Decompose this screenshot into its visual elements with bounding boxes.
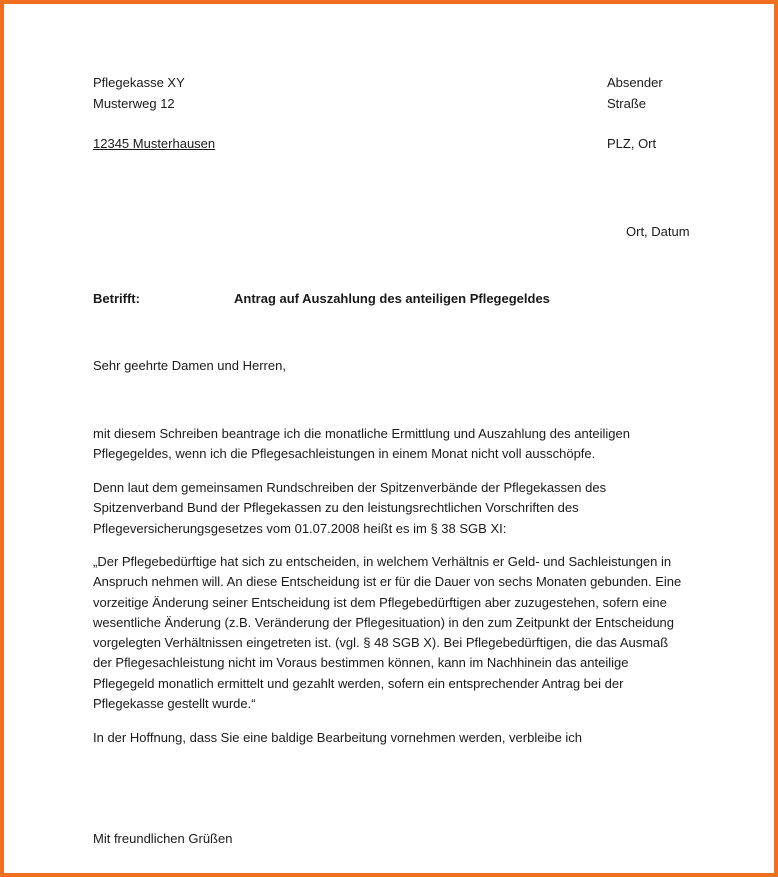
- recipient-city: 12345 Musterhausen: [93, 136, 216, 151]
- paragraph-line: Pflegeversicherungsgesetzes vom 01.07.2008 heißt es im § 38 SGB XI:: [93, 520, 507, 536]
- recipient-street: Musterweg 12: [93, 96, 175, 111]
- letter-page: [8, 8, 770, 869]
- paragraph-line: wesentliche Änderung (z.B. Veränderung der Pflegesituation) in den zum Zeitpunkt der Entscheidung: [93, 614, 675, 630]
- recipient-name: Pflegekasse XY: [93, 75, 185, 90]
- paragraph-line: „Der Pflegebedürftige hat sich zu entscheiden, in welchem Verhältnis er Geld- und Sachleistungen in: [93, 554, 672, 569]
- paragraph-line: Spitzenverband Bund der Pflegekassen zu den leistungsrechtlichen Vorschriften des: [93, 500, 579, 516]
- body-paragraph-reference: [93, 478, 703, 539]
- sender-street: Straße: [607, 96, 647, 111]
- paragraph-line: Denn laut dem gemeinsamen Rundschreiben der Spitzenverbände der Pflegekassen des: [93, 480, 607, 495]
- sender-city: PLZ, Ort: [607, 136, 657, 151]
- subject-text: Antrag auf Auszahlung des anteiligen Pflegegeldes: [234, 291, 550, 306]
- body-paragraph-closing-sentence: [93, 728, 703, 748]
- body-paragraph-quote: [93, 552, 703, 714]
- paragraph-line: Pflegegeldes, wenn ich die Pflegesachleistungen in einem Monat nicht voll ausschöpfe.: [93, 446, 596, 462]
- paragraph-line: Pflegekasse gestellt wurde.“: [93, 696, 256, 712]
- body-paragraph-request: [93, 424, 703, 465]
- paragraph-line: Anspruch nehmen will. An diese Entscheidung ist er für die Dauer von sechs Monaten gebunden. Eine: [93, 574, 682, 590]
- salutation: Sehr geehrte Damen und Herren,: [93, 358, 286, 373]
- paragraph-line: der Pflegesachleistung nicht im Voraus bestimmen können, kann im Nachhinein das anteilige: [93, 655, 629, 671]
- place-date: Ort, Datum: [626, 224, 690, 239]
- subject-label: Betrifft:: [93, 291, 140, 306]
- paragraph-line: vorgelegten Verhältnissen eingetreten ist. (vgl. § 48 SGB X). Bei Pflegebedürftigen, die das Ausmaß: [93, 635, 669, 651]
- paragraph-line: Pflegegeld monatlich ermittelt und gezahlt werden, sofern ein entsprechender Antrag bei der: [93, 675, 624, 691]
- paragraph-line: mit diesem Schreiben beantrage ich die monatliche Ermittlung und Auszahlung des anteiligen: [93, 426, 630, 441]
- sender-name: Absender: [607, 75, 663, 90]
- closing-greeting: Mit freundlichen Grüßen: [93, 831, 233, 846]
- paragraph-line: vorzeitige Änderung seiner Entscheidung ist dem Pflegebedürftigen aber zuzugestehen, sofern eine: [93, 594, 667, 610]
- paragraph-line: In der Hoffnung, dass Sie eine baldige Bearbeitung vornehmen werden, verbleibe ich: [93, 730, 583, 745]
